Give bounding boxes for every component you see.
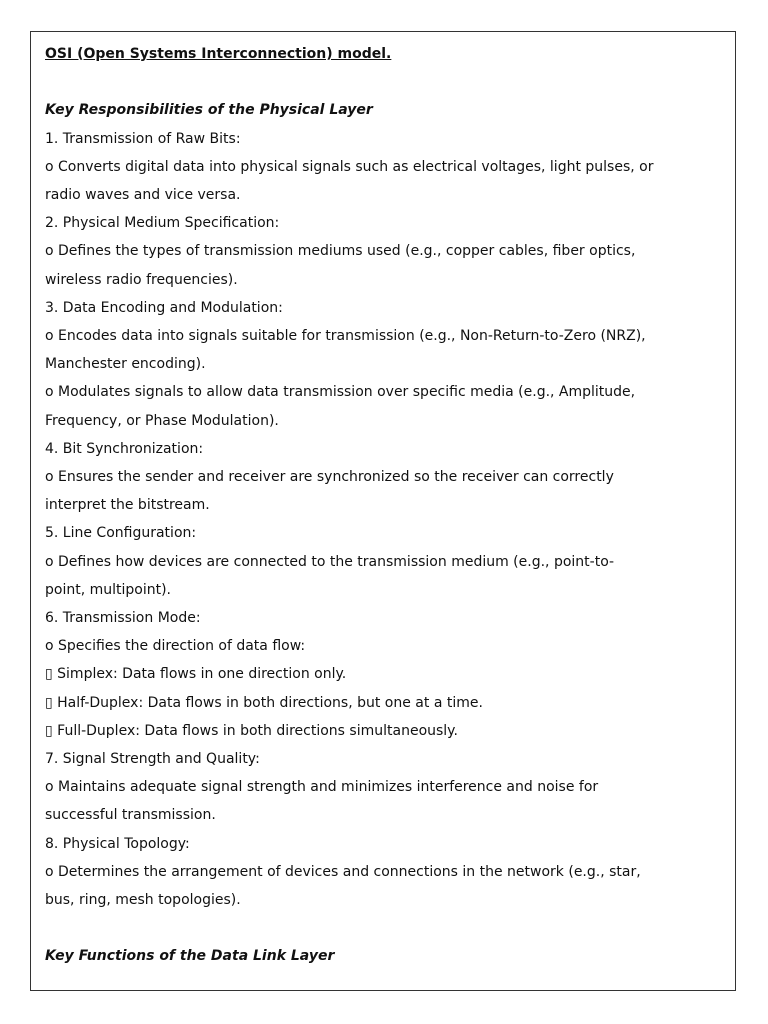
list-item-heading: 3. Data Encoding and Modulation:	[45, 299, 283, 316]
bullet-line: o Defines the types of transmission mediums used (e.g., copper cables, fiber optics,	[45, 243, 636, 260]
spacer	[45, 914, 685, 942]
sub-bullet-line: ▯ Simplex: Data flows in one direction only.	[45, 666, 347, 683]
bullet-continuation: radio waves and vice versa.	[45, 187, 241, 203]
section-heading-physical-layer: Key Responsibilities of the Physical Layer	[45, 102, 373, 119]
bullet-line: o Encodes data into signals suitable for transmission (e.g., Non-Return-to-Zero (NRZ),	[45, 328, 646, 345]
list-item-heading: 6. Transmission Mode:	[45, 610, 201, 627]
bullet-line: o Specifies the direction of data flow:	[45, 638, 306, 655]
list-item-heading: 4. Bit Synchronization:	[45, 440, 204, 457]
bullet-line: o Modulates signals to allow data transmission over specific media (e.g., Amplitude,	[45, 384, 636, 401]
document-title: OSI (Open Systems Interconnection) model.	[45, 46, 392, 62]
section-heading-data-link-layer: Key Functions of the Data Link Layer	[45, 948, 335, 965]
bullet-line: o Defines how devices are connected to the transmission medium (e.g., point-to-	[45, 553, 615, 570]
list-item-heading: 5. Line Configuration:	[45, 525, 197, 542]
list-item-heading: 1. Transmission of Raw Bits:	[45, 130, 241, 147]
bullet-continuation: successful transmission.	[45, 807, 216, 824]
bullet-line: o Maintains adequate signal strength and minimizes interference and noise for	[45, 779, 599, 796]
bullet-line: o Ensures the sender and receiver are synchronized so the receiver can correctly	[45, 469, 614, 486]
bullet-continuation: Frequency, or Phase Modulation).	[45, 412, 279, 429]
bullet-continuation: bus, ring, mesh topologies).	[45, 892, 241, 909]
bullet-line: o Converts digital data into physical signals such as electrical voltages, light pulses, or	[45, 158, 654, 175]
sub-bullet-line: ▯ Full-Duplex: Data flows in both directions simultaneously.	[45, 722, 458, 739]
list-item-heading: 8. Physical Topology:	[45, 835, 190, 852]
bullet-continuation: wireless radio frequencies).	[45, 271, 238, 288]
list-item-heading: 2. Physical Medium Specification:	[45, 215, 280, 232]
bullet-continuation: point, multipoint).	[45, 581, 171, 598]
bullet-continuation: Manchester encoding).	[45, 356, 206, 373]
bullet-continuation: interpret the bitstream.	[45, 497, 210, 514]
sub-bullet-line: ▯ Half-Duplex: Data flows in both directions, but one at a time.	[45, 694, 483, 711]
document-body	[45, 40, 685, 971]
spacer	[45, 68, 685, 96]
bullet-line: o Determines the arrangement of devices and connections in the network (e.g., star,	[45, 863, 641, 880]
list-item-heading: 7. Signal Strength and Quality:	[45, 751, 260, 768]
